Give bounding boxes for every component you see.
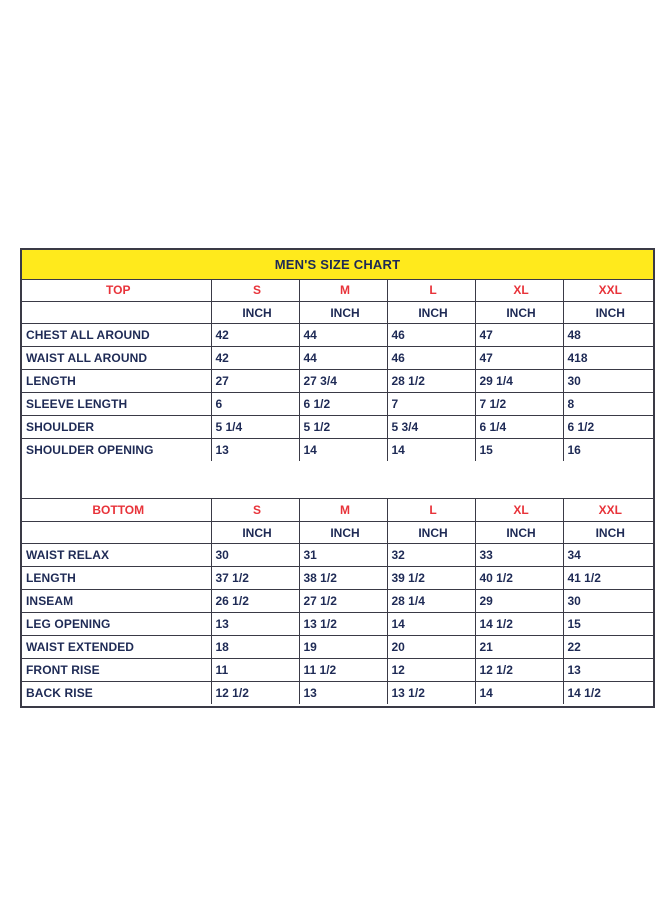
row-label: WAIST RELAX — [22, 544, 211, 567]
cell-value: 44 — [299, 347, 387, 370]
cell-value: 8 — [563, 393, 653, 416]
row-label: SHOULDER — [22, 416, 211, 439]
bottom-size-l: L — [387, 499, 475, 522]
table-row — [22, 613, 653, 636]
cell-value: 6 1/2 — [563, 416, 653, 439]
table-row — [22, 439, 653, 462]
cell-value: 41 1/2 — [563, 567, 653, 590]
top-size-m: M — [299, 279, 387, 302]
size-chart — [20, 248, 655, 708]
top-size-xxl: XXL — [563, 279, 653, 302]
table-row — [22, 659, 653, 682]
cell-value: 13 1/2 — [387, 682, 475, 705]
cell-value: 39 1/2 — [387, 567, 475, 590]
cell-value: 5 1/2 — [299, 416, 387, 439]
cell-value: 46 — [387, 324, 475, 347]
cell-value: 13 — [211, 439, 299, 462]
top-size-l: L — [387, 279, 475, 302]
cell-value: 5 1/4 — [211, 416, 299, 439]
table-row — [22, 393, 653, 416]
cell-value: 13 — [211, 613, 299, 636]
cell-value: 418 — [563, 347, 653, 370]
cell-value: 32 — [387, 544, 475, 567]
top-size-xl: XL — [475, 279, 563, 302]
cell-value: 28 1/4 — [387, 590, 475, 613]
cell-value: 14 — [475, 682, 563, 705]
cell-value: 30 — [563, 370, 653, 393]
cell-value: 22 — [563, 636, 653, 659]
row-label: SHOULDER OPENING — [22, 439, 211, 462]
top-size-table — [22, 279, 653, 461]
top-unit-s: INCH — [211, 302, 299, 324]
row-label: WAIST EXTENDED — [22, 636, 211, 659]
cell-value: 18 — [211, 636, 299, 659]
bottom-unit-xxl: INCH — [563, 522, 653, 544]
cell-value: 14 — [299, 439, 387, 462]
top-size-s: S — [211, 279, 299, 302]
top-unit-l: INCH — [387, 302, 475, 324]
row-label: LENGTH — [22, 567, 211, 590]
cell-value: 37 1/2 — [211, 567, 299, 590]
bottom-unit-blank — [22, 522, 211, 544]
cell-value: 27 3/4 — [299, 370, 387, 393]
cell-value: 14 — [387, 613, 475, 636]
bottom-unit-m: INCH — [299, 522, 387, 544]
bottom-unit-l: INCH — [387, 522, 475, 544]
cell-value: 14 1/2 — [475, 613, 563, 636]
top-unit-m: INCH — [299, 302, 387, 324]
top-unit-xxl: INCH — [563, 302, 653, 324]
cell-value: 13 — [563, 659, 653, 682]
row-label: INSEAM — [22, 590, 211, 613]
cell-value: 6 1/4 — [475, 416, 563, 439]
row-label: SLEEVE LENGTH — [22, 393, 211, 416]
top-unit-xl: INCH — [475, 302, 563, 324]
cell-value: 12 1/2 — [211, 682, 299, 705]
cell-value: 14 1/2 — [563, 682, 653, 705]
cell-value: 42 — [211, 347, 299, 370]
row-label: LEG OPENING — [22, 613, 211, 636]
cell-value: 11 1/2 — [299, 659, 387, 682]
cell-value: 42 — [211, 324, 299, 347]
cell-value: 47 — [475, 324, 563, 347]
cell-value: 11 — [211, 659, 299, 682]
table-row — [22, 324, 653, 347]
cell-value: 12 — [387, 659, 475, 682]
top-unit-row — [22, 302, 653, 324]
table-row — [22, 567, 653, 590]
cell-value: 46 — [387, 347, 475, 370]
cell-value: 6 — [211, 393, 299, 416]
bottom-size-header-row — [22, 499, 653, 522]
row-label: LENGTH — [22, 370, 211, 393]
cell-value: 48 — [563, 324, 653, 347]
cell-value: 13 1/2 — [299, 613, 387, 636]
section-divider — [22, 468, 653, 499]
cell-value: 19 — [299, 636, 387, 659]
bottom-size-m: M — [299, 499, 387, 522]
cell-value: 30 — [563, 590, 653, 613]
row-label: CHEST ALL AROUND — [22, 324, 211, 347]
cell-value: 7 — [387, 393, 475, 416]
cell-value: 27 — [211, 370, 299, 393]
row-label: WAIST ALL AROUND — [22, 347, 211, 370]
cell-value: 27 1/2 — [299, 590, 387, 613]
table-row — [22, 416, 653, 439]
cell-value: 26 1/2 — [211, 590, 299, 613]
cell-value: 5 3/4 — [387, 416, 475, 439]
bottom-size-xxl: XXL — [563, 499, 653, 522]
bottom-unit-s: INCH — [211, 522, 299, 544]
row-label: FRONT RISE — [22, 659, 211, 682]
bottom-unit-xl: INCH — [475, 522, 563, 544]
chart-title: MEN'S SIZE CHART — [22, 250, 653, 280]
cell-value: 21 — [475, 636, 563, 659]
bottom-section-label: BOTTOM — [22, 499, 211, 522]
cell-value: 16 — [563, 439, 653, 462]
top-size-header-row — [22, 279, 653, 302]
cell-value: 28 1/2 — [387, 370, 475, 393]
cell-value: 30 — [211, 544, 299, 567]
cell-value: 13 — [299, 682, 387, 705]
table-row — [22, 682, 653, 705]
bottom-unit-row — [22, 522, 653, 544]
table-row — [22, 590, 653, 613]
cell-value: 31 — [299, 544, 387, 567]
row-label: BACK RISE — [22, 682, 211, 705]
cell-value: 15 — [563, 613, 653, 636]
cell-value: 40 1/2 — [475, 567, 563, 590]
cell-value: 34 — [563, 544, 653, 567]
bottom-size-table — [22, 499, 653, 704]
cell-value: 15 — [475, 439, 563, 462]
cell-value: 33 — [475, 544, 563, 567]
top-section-label: TOP — [22, 279, 211, 302]
table-row — [22, 636, 653, 659]
bottom-size-s: S — [211, 499, 299, 522]
table-row — [22, 347, 653, 370]
cell-value: 20 — [387, 636, 475, 659]
cell-value: 29 1/4 — [475, 370, 563, 393]
cell-value: 38 1/2 — [299, 567, 387, 590]
table-row — [22, 370, 653, 393]
cell-value: 14 — [387, 439, 475, 462]
cell-value: 47 — [475, 347, 563, 370]
cell-value: 12 1/2 — [475, 659, 563, 682]
cell-value: 29 — [475, 590, 563, 613]
bottom-size-xl: XL — [475, 499, 563, 522]
cell-value: 6 1/2 — [299, 393, 387, 416]
cell-value: 44 — [299, 324, 387, 347]
cell-value: 7 1/2 — [475, 393, 563, 416]
top-unit-blank — [22, 302, 211, 324]
table-row — [22, 544, 653, 567]
